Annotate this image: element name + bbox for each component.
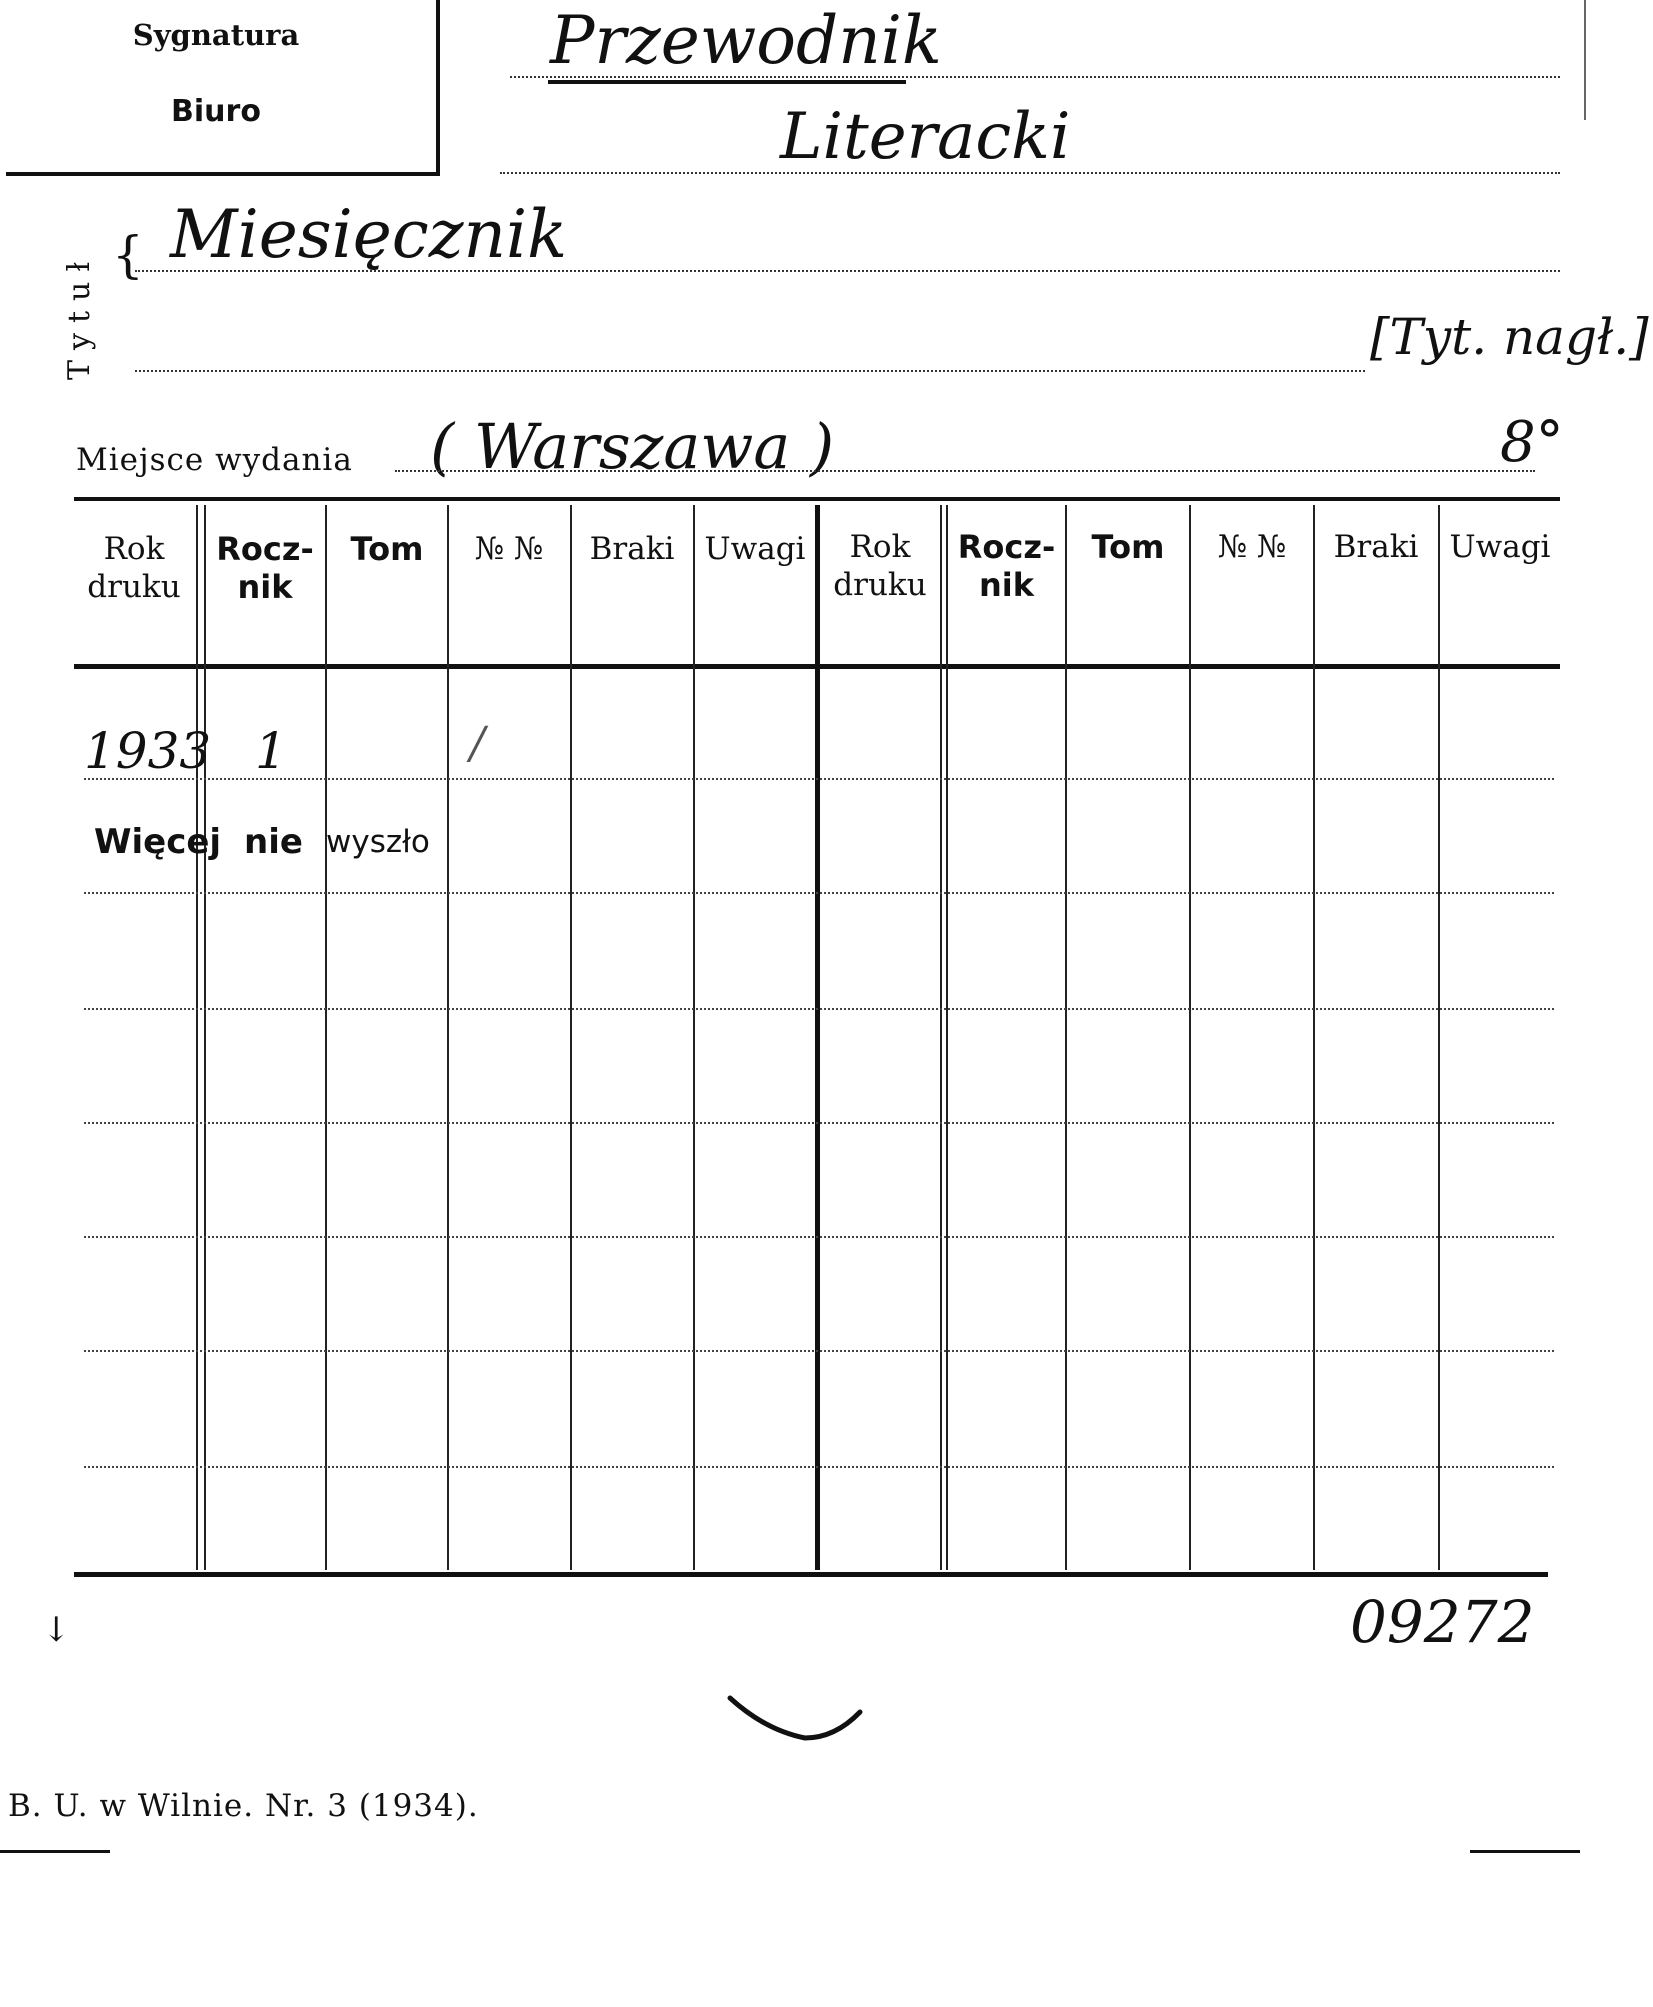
row-line xyxy=(84,1466,1554,1468)
col-line xyxy=(693,505,695,1570)
place-label: Miejsce wydania xyxy=(76,442,353,478)
row-line xyxy=(84,778,1554,780)
header-tom: Tom xyxy=(350,530,424,568)
stamp-note-word3: wyszło xyxy=(326,824,430,860)
title-dotted-line-4 xyxy=(135,370,1365,372)
row-line xyxy=(84,1236,1554,1238)
row-nr-value: / xyxy=(470,718,485,769)
col-line xyxy=(1065,505,1067,1570)
row-rocznik-value: 1 xyxy=(255,722,287,780)
col-line xyxy=(204,505,206,1570)
curve-mark xyxy=(725,1690,870,1750)
title-dotted-line-2 xyxy=(500,172,1560,174)
header-rocznik: Rocz- nik xyxy=(957,528,1056,604)
header-uwagi: Uwagi xyxy=(704,531,806,567)
signature-value: Biuro xyxy=(171,94,261,129)
title-dotted-line-3 xyxy=(135,270,1560,272)
col-line xyxy=(946,505,948,1570)
table-bottom-rule xyxy=(74,1572,1548,1577)
handwritten-title-line1: Przewodnik xyxy=(550,2,942,79)
title-dotted-line-1 xyxy=(510,76,1560,78)
place-dotted-line xyxy=(395,470,1535,472)
stamp-note-word1: Więcej xyxy=(94,822,222,862)
row-rok-value: 1933 xyxy=(84,722,212,780)
header-rocznik: Rocz- nik xyxy=(216,530,314,606)
header-uwagi: Uwagi xyxy=(1449,529,1551,565)
center-divider xyxy=(815,505,820,1570)
title-value: Miesięcznik xyxy=(170,196,568,273)
inventory-number: 09272 xyxy=(1350,1588,1535,1656)
row-line xyxy=(84,1350,1554,1352)
row-line xyxy=(84,892,1554,894)
col-line xyxy=(1189,505,1191,1570)
col-line xyxy=(196,505,198,1570)
tick-mark: ↓ xyxy=(42,1610,71,1650)
header-numery: № № xyxy=(474,531,544,567)
col-line xyxy=(940,505,942,1570)
header-rok-druku: Rok druku xyxy=(87,531,181,605)
footer-text: B. U. w Wilnie. Nr. 3 (1934). xyxy=(8,1788,479,1824)
signature-label: Sygnatura xyxy=(132,18,300,52)
table-top-rule xyxy=(74,497,1560,501)
handwritten-title-line2: Literacki xyxy=(780,100,1071,174)
footer-rule-left xyxy=(0,1850,110,1853)
stamp-note-word2: nie xyxy=(244,822,303,862)
header-tom: Tom xyxy=(1091,528,1165,566)
header-rok-druku: Rok druku xyxy=(833,529,927,603)
title-vertical-label: Tytuł xyxy=(62,251,97,380)
col-line xyxy=(570,505,572,1570)
format-value: 8° xyxy=(1500,410,1564,475)
row-line xyxy=(84,1008,1554,1010)
col-line xyxy=(1313,505,1315,1570)
footer-rule-right xyxy=(1470,1850,1580,1853)
title-underline xyxy=(548,80,906,84)
header-braki: Braki xyxy=(1333,529,1419,565)
title-bracket: { xyxy=(112,226,144,284)
header-numery: № № xyxy=(1217,529,1287,565)
header-braki: Braki xyxy=(589,531,675,567)
signature-box xyxy=(6,0,440,176)
col-line xyxy=(1438,505,1440,1570)
title-note: [Tyt. nagł.] xyxy=(1370,308,1649,366)
col-line xyxy=(325,505,327,1570)
edge-mark xyxy=(1584,0,1586,120)
place-value: ( Warszawa ) xyxy=(430,410,835,483)
col-line xyxy=(447,505,449,1570)
row-line xyxy=(84,1122,1554,1124)
